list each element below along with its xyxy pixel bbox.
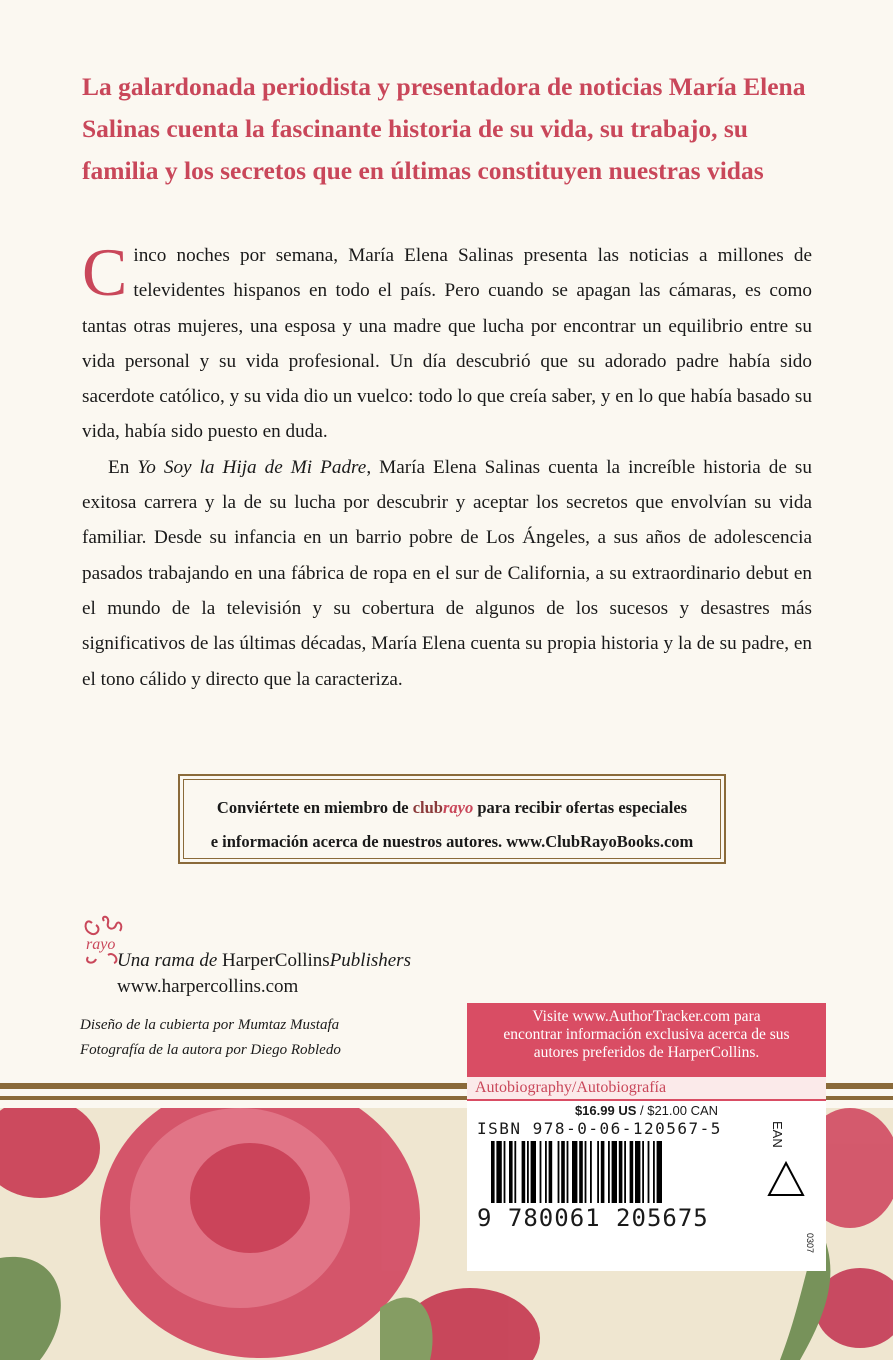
barcode-bar bbox=[572, 1141, 577, 1203]
publisher-url[interactable]: www.harpercollins.com bbox=[117, 976, 299, 997]
club-rayo-logo: clubrayo bbox=[412, 798, 474, 817]
barcode-bar bbox=[514, 1141, 516, 1203]
price-us: $16.99 US bbox=[574, 1103, 637, 1118]
drop-cap: C bbox=[82, 234, 128, 310]
barcode-bar bbox=[601, 1141, 605, 1203]
club-line-1-suffix: para recibir ofertas especiales bbox=[473, 798, 688, 817]
price-line bbox=[467, 1103, 826, 1118]
barcode-bar bbox=[531, 1141, 536, 1203]
publisher-line: Una rama de HarperCollinsPublishers bbox=[117, 950, 411, 971]
barcode-bar bbox=[561, 1141, 565, 1203]
synopsis bbox=[82, 234, 812, 697]
barcode-bar bbox=[642, 1141, 644, 1203]
paragraph-2-text: , María Elena Salinas cuenta la increíble historia de su exitosa carrera y la de su lucha por descubrir y aceptar los secretos que envolvían su vida familiar. Desde su infancia en un barrio pobre de Los Ángeles, a sus años de adolescencia pasados trabajando en una fábrica de ropa en el sur de California, a su extraordinario debut en el mundo de la televisión y su cobertura de algunos de los sucesos y desastres más significativos de las últimas décadas, María Elena cuenta su propia historia y la de su padre, en el tono cálido y directo que la caracteriza. bbox=[82, 456, 812, 690]
tracker-line-2: encontrar información exclusiva acerca de sus bbox=[503, 1026, 790, 1043]
barcode-bar bbox=[545, 1141, 547, 1203]
authortracker-panel bbox=[467, 1003, 826, 1075]
barcode-bar bbox=[608, 1141, 610, 1203]
tracker-line-1: Visite www.AuthorTracker.com para bbox=[532, 1008, 761, 1025]
barcode-bar bbox=[653, 1141, 655, 1203]
barcode-bar bbox=[567, 1141, 569, 1203]
ean-digits: 9 780061 205675 bbox=[477, 1204, 709, 1232]
rayo-logo-text: rayo bbox=[86, 936, 116, 953]
club-rayo-box bbox=[178, 774, 726, 864]
back-cover-headline: La galardonada periodista y presentadora de noticias María Elena Salinas cuenta la fascinante historia de su vida, su trabajo, su familia y los secretos que en últimas constituyen nuestras vidas bbox=[82, 72, 806, 185]
barcode-bar bbox=[585, 1141, 587, 1203]
synopsis-paragraph-2 bbox=[82, 450, 812, 697]
barcode-bar bbox=[558, 1141, 560, 1203]
barcode-bar bbox=[549, 1141, 553, 1203]
barcode-bar bbox=[597, 1141, 599, 1203]
barcode-bar bbox=[522, 1141, 526, 1203]
category-label: Autobiography/Autobiografía bbox=[467, 1075, 826, 1101]
barcode-bar bbox=[496, 1141, 501, 1203]
synopsis-paragraph-1 bbox=[82, 234, 812, 450]
club-line-1-prefix: Conviértete en miembro de bbox=[216, 798, 413, 817]
barcode-bar bbox=[619, 1141, 623, 1203]
barcode-panel bbox=[467, 1101, 826, 1271]
barcode-bar bbox=[624, 1141, 626, 1203]
photo-credit: Fotografía de la autora por Diego Robledo bbox=[80, 1042, 341, 1058]
barcode-bar bbox=[504, 1141, 506, 1203]
ean-label: EAN bbox=[770, 1121, 785, 1148]
isbn-text: ISBN 978-0-06-120567-5 bbox=[477, 1119, 722, 1138]
barcode-bar bbox=[630, 1141, 634, 1203]
triangle-icon bbox=[767, 1161, 805, 1197]
paragraph-2-prefix: En bbox=[108, 456, 138, 478]
barcode-bar bbox=[540, 1141, 542, 1203]
barcode-bar bbox=[491, 1141, 495, 1203]
barcode-bar bbox=[612, 1141, 617, 1203]
club-line-2: e información acerca de nuestros autores. www.ClubRayoBooks.com bbox=[210, 832, 694, 851]
barcode-bar bbox=[509, 1141, 513, 1203]
barcode-bar bbox=[579, 1141, 583, 1203]
tracker-line-3: autores preferidos de HarperCollins. bbox=[533, 1044, 760, 1061]
barcode-bar bbox=[657, 1141, 662, 1203]
price-can: / $21.00 CAN bbox=[636, 1103, 719, 1118]
barcode-bar bbox=[635, 1141, 640, 1203]
club-line-1 bbox=[180, 798, 724, 818]
barcode-bar bbox=[590, 1141, 592, 1203]
paragraph-1-text: inco noches por semana, María Elena Salinas presenta las noticias a millones de televidentes hispanos en todo el país. Pero cuando se apagan las cámaras, es como tantas otras mujeres, una esposa y una madre que lucha por encontrar un equilibrio entre su vida personal y su vida profesional. Un día descubrió que su adorado padre había sido sacerdote católico, y su vida dio un vuelco: todo lo que creía saber, y en lo que había basado su vida, había sido puesto en duda. bbox=[82, 245, 812, 443]
barcode-bar bbox=[648, 1141, 650, 1203]
barcode-bars bbox=[491, 1141, 761, 1203]
small-code: 0307 bbox=[805, 1233, 815, 1254]
barcode-bar bbox=[527, 1141, 529, 1203]
design-credit: Diseño de la cubierta por Mumtaz Mustafa bbox=[80, 1017, 340, 1033]
book-title: Yo Soy la Hija de Mi Padre bbox=[137, 456, 367, 478]
